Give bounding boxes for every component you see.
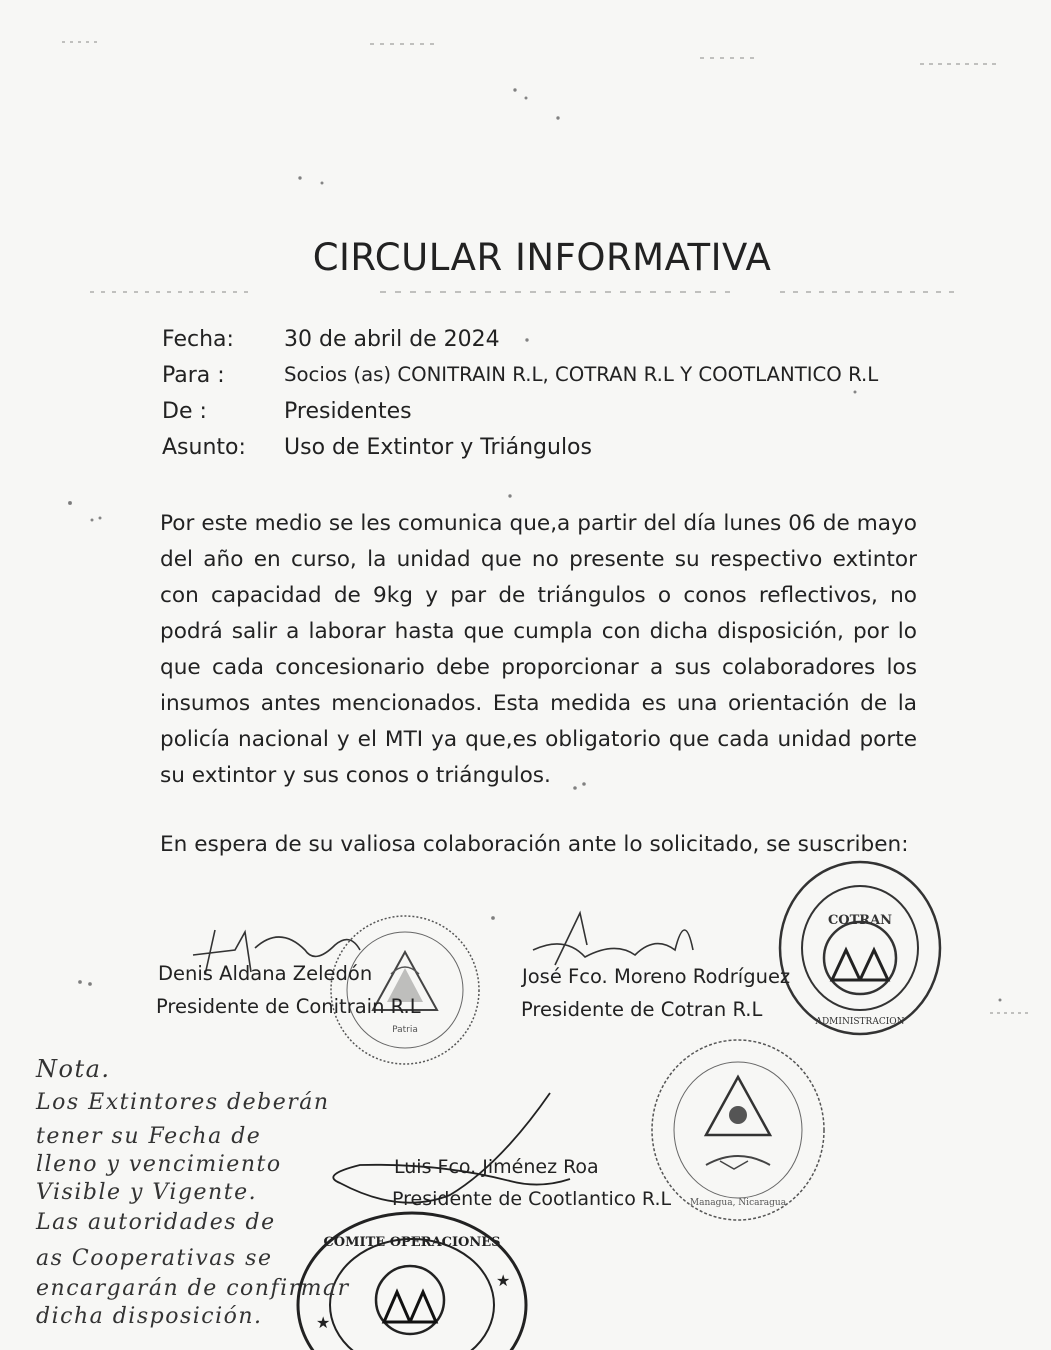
note-line: as Cooperativas se [36,1246,273,1271]
header-label: De : [162,399,207,424]
header-value: Presidentes [284,399,412,424]
svg-text:COMITE OPERACIONES: COMITE OPERACIONES [323,1235,501,1250]
svg-text:★: ★ [316,1313,331,1332]
cotran-stamp [775,858,945,1038]
svg-text:★: ★ [496,1271,511,1290]
note-line: encargarán de confirmar [36,1276,350,1301]
document-title: CIRCULAR INFORMATIVA [312,236,772,279]
body-paragraph: Por este medio se les comunica que,a partir del día lunes 06 de mayo del año en curso, la unidad que no presente su respectivo extintor con capacidad de 9kg y par de triángulos o conos reflectivos, no podrá salir a laborar hasta que cumpla con dicha disposición, por lo que cada concesionario debe proporcionar a sus colaboradores los insumos antes mencionados. Esta medida es una orientación de la policía nacional y el MTI ya que,es obligatorio que cada unidad porte su extintor y sus conos o triángulos. [160,511,917,788]
header-label: Asunto: [162,435,246,460]
header-value: Uso de Extintor y Triángulos [284,435,592,460]
header-value: Socios (as) CONITRAIN R.L, COTRAN R.L Y COOTLANTICO R.L [284,363,879,386]
cootlantico-stamp [648,1035,828,1225]
note-line: lleno y vencimiento [36,1152,282,1177]
note-line: Los Extintores deberán [36,1090,330,1115]
svg-text:ADMINISTRACION: ADMINISTRACION [815,1017,905,1027]
svg-text:COTRAN: COTRAN [827,913,893,928]
signatory-name: Denis Aldana Zeledón [158,962,373,985]
note-line: Nota. [36,1055,111,1083]
note-line: Las autoridades de [36,1210,276,1235]
svg-text:Managua, Nicaragua: Managua, Nicaragua [689,1198,787,1208]
note-line: dicha disposición. [36,1304,263,1329]
note-line: tener su Fecha de [36,1124,262,1149]
svg-text:Patria: Patria [392,1025,418,1035]
note-line: Visible y Vigente. [36,1180,258,1205]
signatory-role: Presidente de Cootlantico R.L [392,1188,672,1210]
header-label: Fecha: [162,327,234,352]
signatory-name: José Fco. Moreno Rodríguez [522,965,791,988]
closing-line: En espera de su valiosa colaboración ante lo solicitado, se suscriben: [160,832,909,857]
signatory-role: Presidente de Conitrain R.L [156,995,421,1018]
header-label: Para : [162,363,225,388]
header-value: 30 de abril de 2024 [284,327,500,352]
signatory-role: Presidente de Cotran R.L [521,998,763,1021]
signatory-name: Luis Fco. Jiménez Roa [394,1156,599,1178]
